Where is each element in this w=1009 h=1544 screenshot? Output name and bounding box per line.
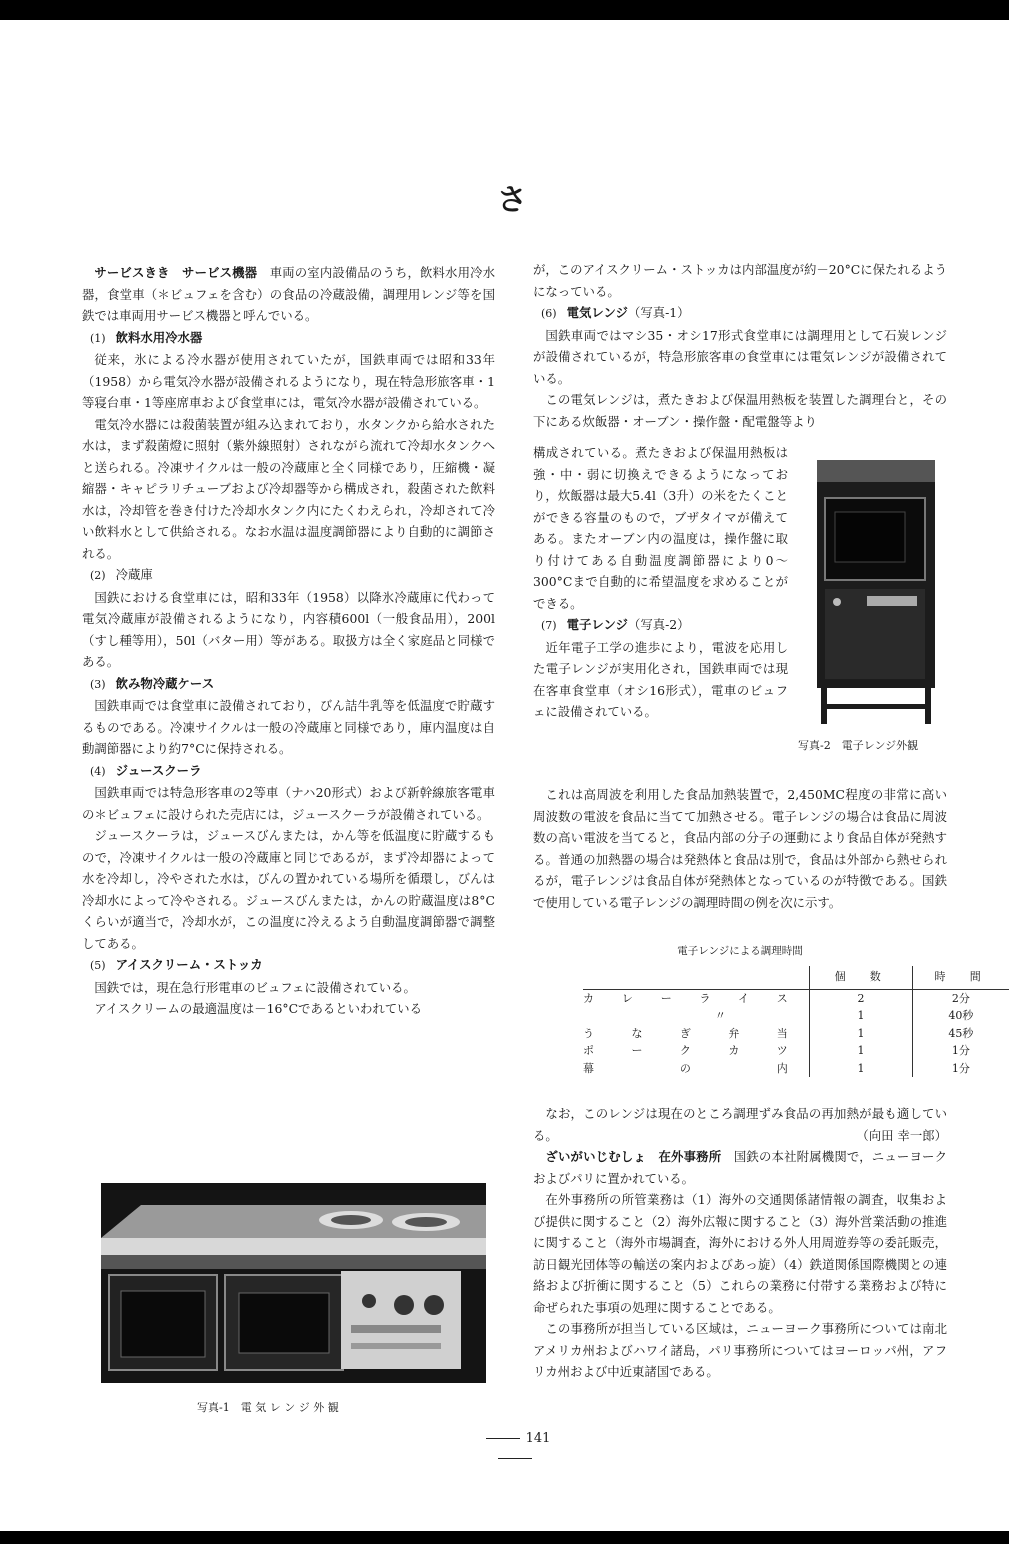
paragraph: 国鉄では，現在急行形電車のビュフェに設備されている。 xyxy=(94,979,416,995)
paragraph-continued: が，このアイスクリーム・ストッカは内部温度が約－20°Cに保たれるようになっている。 xyxy=(533,262,947,299)
table-cell: うなぎ弁当 xyxy=(583,1026,792,1040)
entry-service-equipment xyxy=(82,262,495,327)
entry-title: サービスきき サービス機器 xyxy=(94,265,258,280)
table-cell: 1 xyxy=(810,1007,913,1025)
right-column-narrow xyxy=(533,442,788,723)
table-cell: 45秒 xyxy=(912,1025,1009,1043)
table-cell: 1分 xyxy=(912,1042,1009,1060)
paragraph: 構成されている。煮たきおよび保温用熱板は強・中・弱に切換えできるようになっており，炊飯器は最大5.4l（3升）の米をたくことができる容量のもので，ブザタイマが備えてある。またオーブン内の温度は，操作盤に取り付けてある自動温度調節器により0～300°Cまで自動的に希望温度を求めることができる。 xyxy=(533,445,788,611)
right-column-bottom xyxy=(533,784,947,913)
table-header: 時 間 xyxy=(912,966,1009,989)
table-cell: 2分 xyxy=(912,989,1009,1007)
subsection-heading-5: (5) アイスクリーム・ストッカ xyxy=(90,957,263,972)
table-title: 電子レンジによる調理時間 xyxy=(677,945,803,957)
subsection-heading-7: (7) 電子レンジ（写真-2） xyxy=(541,617,690,632)
photo-1-caption: 写真-1 電 気 レ ン ジ 外 観 xyxy=(197,1401,339,1414)
electric-range-photo xyxy=(101,1183,486,1383)
paragraph: この電気レンジは，煮たきおよび保温用熱板を装置した調理台と，その下にある炊飯器・オーブン・操作盤・配電盤等より xyxy=(533,392,947,429)
table-cell: 幕の内 xyxy=(583,1061,792,1075)
entry-overseas-office xyxy=(533,1146,947,1189)
table-row xyxy=(583,1060,1009,1078)
table-header xyxy=(583,966,810,989)
paragraph: この事務所が担当している区域は，ニューヨーク事務所については南北アメリカ州およびハワイ諸島，パリ事務所についてはヨーロッパ州，アフリカ州および中近東諸国である。 xyxy=(533,1321,947,1379)
table-cell: カレーライス xyxy=(583,991,792,1005)
right-column-after-table xyxy=(533,1103,947,1383)
table-cell: 1 xyxy=(810,1060,913,1078)
paragraph: 国鉄車両ではマシ35・オシ17形式食堂車には調理用として石炭レンジが設備されているが，特急形旅客車の食堂車には電気レンジが設備されている。 xyxy=(533,327,947,386)
table-cell: 1 xyxy=(810,1025,913,1043)
paragraph: 従来，氷による冷水器が使用されていたが，国鉄車両では昭和33年（1958）から電気冷水器が設備されるようになり，現在特急形旅客車・1等寝台車・1等座席車および食堂車には，電気冷水器が設備されている。 xyxy=(82,352,495,410)
paragraph: 国鉄車両では特急形客車の2等車（ナハ20形式）および新幹線旅客電車の＊ビュフェに設けられた売店には，ジュースクーラが設備されている。 xyxy=(82,785,495,822)
paragraph: 近年電子工学の進歩により，電波を応用した電子レンジが実用化され，国鉄車両では現在客車食堂車（オシ16形式），電車のビュフェに設備されている。 xyxy=(533,639,788,719)
entry-body: 車両の室内設備品のうち，飲料水用冷水器，食堂車（＊ビュフェを含む）の食品の冷蔵設備，調理用レンジ等を国鉄では車両用サービス機器と呼んでいる。 xyxy=(82,265,496,323)
table-cell: ポークカツ xyxy=(583,1044,792,1057)
entry-title: ざいがいじむしょ 在外事務所 xyxy=(545,1149,722,1164)
table-cell: 1 xyxy=(810,1042,913,1060)
table-row xyxy=(583,989,1009,1007)
author-signature: （向田 幸一郎） xyxy=(856,1127,947,1143)
subsection-heading-1: (1) 飲料水用冷水器 xyxy=(90,329,203,345)
subsection-heading-6: (6) 電気レンジ（写真-1） xyxy=(541,305,690,320)
table-header: 個 数 xyxy=(810,966,913,989)
photo-2-caption: 写真-2 電子レンジ外観 xyxy=(798,739,919,752)
right-column-top xyxy=(533,259,947,432)
entry-body: 国鉄の本社附属機関で，ニューヨークおよびパリに置かれている。 xyxy=(533,1149,948,1186)
paragraph: なお，このレンジは現在のところ調理ずみ食品の再加熱が最も適している。 （向田 幸一郎） xyxy=(533,1103,947,1146)
subsection-heading-3: (3) 飲み物冷蔵ケース xyxy=(90,675,215,691)
table-cell: 40秒 xyxy=(912,1007,1009,1025)
left-column xyxy=(82,262,495,1020)
paragraph: 電気冷水器には殺菌装置が組み込まれており，水タンクから給水された水は，まず殺菌燈に照射（紫外線照射）されながら流れて冷却水タンクへと送られる。冷凍サイクルは一般の冷蔵庫と全く同様であり，圧縮機・凝縮器・キャピラリチューブおよび冷却器等から構成され，殺菌された飲料水は，冷却管を巻き付けた冷却水タンク内にたくわえられ，冷却されて冷い飲料水として供給される。なお水温は温度調節器により自動的に調節される。 xyxy=(82,416,495,561)
bottom-black-bar xyxy=(0,1531,1009,1544)
subsection-heading-2: (2) 冷蔵庫 xyxy=(90,567,153,582)
paragraph: ジュースクーラは，ジュースびんまたは，かん等を低温度に貯蔵するもので，冷凍サイクルは一般の冷蔵庫と同じであるが，まず冷却器によって水を冷却し，冷やされた水は，びんの置かれている場所を循環し，びんは冷却水によって冷やされる。ジュースびんまたは，かんの貯蔵温度は8°Cくらいが適当で，冷却水が，この温度に冷えるよう自動温度調節器で調整してある。 xyxy=(82,828,495,951)
paragraph: 国鉄における食堂車には，昭和33年（1958）以降氷冷蔵庫に代わって電気冷蔵庫が設備されるようになり，内容積600l（一般食品用），200l（すし種等用），50l（バター用）等がある。取扱方は全く家庭品と同様である。 xyxy=(82,589,495,669)
table-cell: 〃 xyxy=(714,1009,730,1022)
paragraph: 在外事務所の所管業務は（1）海外の交通関係諸情報の調査，収集および提供に関すること（2）海外広報に関すること（3）海外営業活動の推進に関すること（海外市場調査，海外における外人用周遊券等の委託販売，訪日観光団体等の輸送の案内およびあっ旋）（4）鉄道関係国際機関との連絡および折衝に関すること（5）これらの業務に付帯する業務および特に命ぜられた事項の処理に関することである。 xyxy=(533,1192,947,1315)
table-header-row xyxy=(583,966,1009,989)
microwave-oven-photo xyxy=(807,454,942,729)
table-row xyxy=(583,1025,1009,1043)
paragraph: 国鉄車両では食堂車に設備されており，びん詰牛乳等を低温度で貯蔵するものである。冷凍サイクルは一般の冷蔵庫と同様であり，庫内温度は自動調節器により約7°Cに保持される。 xyxy=(82,698,495,756)
table-row xyxy=(583,1042,1009,1060)
page-number: 141 xyxy=(460,1429,570,1469)
cooking-time-table xyxy=(583,966,1009,1077)
paragraph: アイスクリームの最適温度は－16°Cであるといわれている xyxy=(94,1001,422,1016)
paragraph: これは高周波を利用した食品加熱装置で，2,450MC程度の非常に高い周波数の電波を食品に当てて加熱させる。電子レンジの場合は食品に周波数の高い電波を当てると，食品内部の分子の運動により食品自体が発熱する。普通の加熱器の場合は発熱体と食品は別で，食品は外部から熱せられるが，電子レンジは食品自体が発熱体となっているのが特徴である。国鉄で使用している電子レンジの調理時間の例を次に示す。 xyxy=(533,787,947,910)
table-row xyxy=(583,1007,1009,1025)
top-black-bar xyxy=(0,0,1009,20)
section-kana-heading: さ xyxy=(497,183,527,218)
subsection-heading-4: (4) ジュースクーラ xyxy=(90,762,202,778)
table-cell: 2 xyxy=(810,989,913,1007)
table-cell: 1分 xyxy=(912,1060,1009,1078)
